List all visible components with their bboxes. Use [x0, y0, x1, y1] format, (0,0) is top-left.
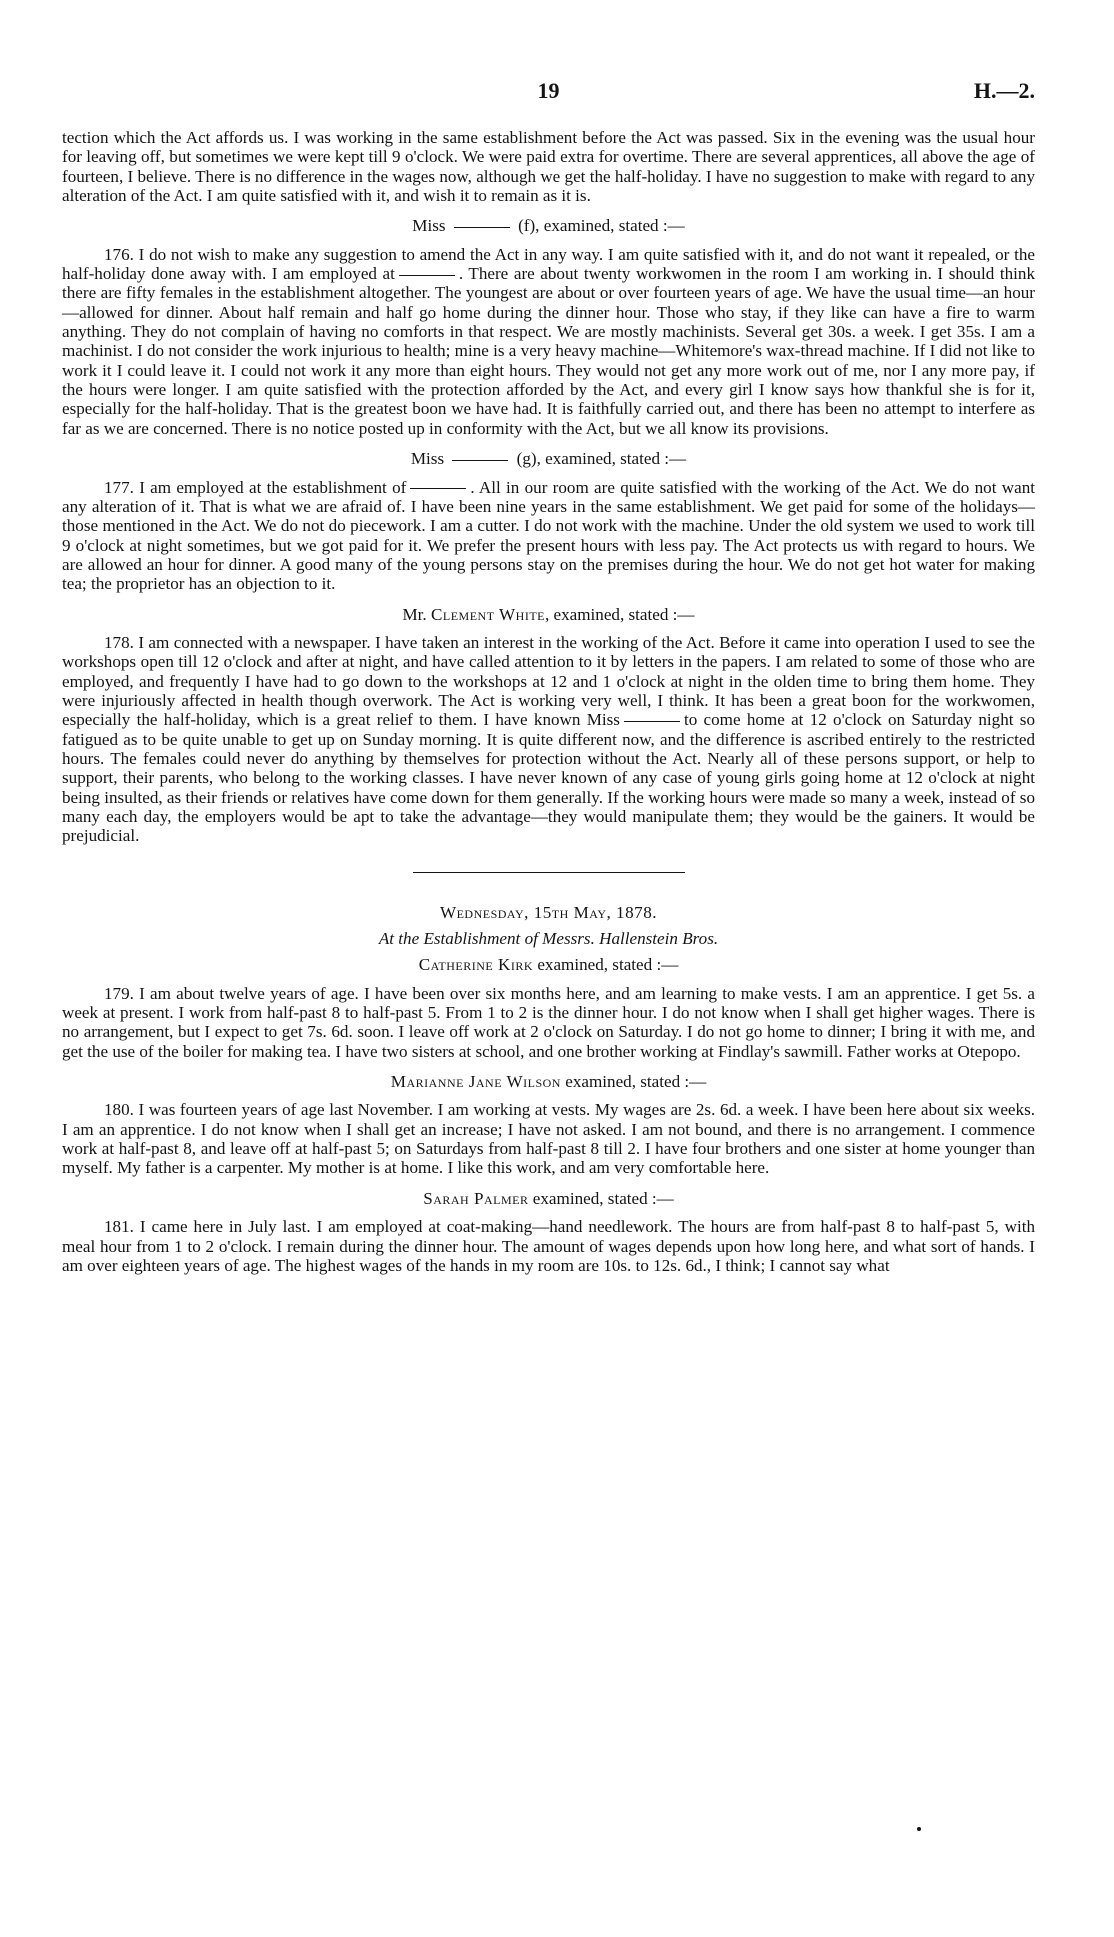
witness-name: Sarah Palmer — [423, 1188, 529, 1208]
witness-heading-catherine-kirk — [62, 955, 1035, 974]
witness-heading-marianne-jane-wilson — [62, 1072, 1035, 1091]
name-omitted-dash — [399, 275, 455, 276]
witness-name: Clement White — [431, 604, 545, 624]
testimony-paragraph-178 — [62, 633, 1035, 846]
testimony-paragraph-180: 180. I was fourteen years of age last November. I am working at vests. My wages are 2s. 6d. a week. I have been here about six weeks. I am an apprentice. I do not know when I shall get an increase; I have not asked. I am not bound, and there is no arrangement. I commence work at half-past 8, and leave off at half-past 5; on Saturdays from half-past 8 till 2. I have four brothers and one sister at home younger than myself. My father is a carpenter. My mother is at home. I like this work, and am very comfortable here. — [62, 1100, 1035, 1178]
testimony-paragraph-179: 179. I am about twelve years of age. I have been over six months here, and am learning to make vests. I am an apprentice. I get 5s. a week at present. I work from half-past 8 to half-past 5. From 1 to 2 is the dinner hour. I do not know when I shall get higher wages. There is no arrangement, but I expect to get 7s. 6d. soon. I leave off work at 2 o'clock on Saturday. I do not go home to dinner; I bring it with me, and get the use of the boiler for making tea. I have two sisters at school, and one brother working at Findlay's sawmill. Father works at Otepopo. — [62, 983, 1035, 1061]
page-header — [62, 78, 1035, 108]
witness-name: Catherine Kirk — [418, 955, 534, 975]
session-place: At the Establishment of Messrs. Hallenstein Bros. — [378, 929, 719, 949]
witness-heading-clement-white — [62, 605, 1035, 624]
testimony-paragraph-181: 181. I came here in July last. I am employed at coat-making—hand needlework. The hours are from half-past 8 to half-past 5, with meal hour from 1 to 2 o'clock. I remain during the dinner hour. The amount of wages depends upon how long here, and what sort of hands. I am over eighteen years of age. The highest wages of the hands in my room are 10s. to 12s. 6d., I think; I cannot say what — [62, 1217, 1035, 1275]
testimony-text: . All in our room are quite satisfied with the working of the Act. We do not want any alteration of it. That is what we are afraid of. I have been nine years in the same establishment. We get paid for some of the holidays—those mentioned in the Act. We do not do piecework. I am a cutter. I do not work with the machine. Under the old system we used to work till 9 o'clock at night sometimes, but we got paid for it. We prefer the present hours with less pay. The Act protects us with regard to hours. We are allowed an hour for dinner. A good many of the young persons stay on the premises during the hour. We do not get hot water for making tea; the proprietor has an objection to it. — [62, 477, 1035, 594]
witness-prefix: Miss — [412, 216, 446, 236]
witness-prefix: Miss — [410, 449, 445, 469]
name-omitted-dash — [454, 227, 510, 228]
witness-title: Mr. — [402, 604, 427, 624]
name-omitted-dash — [410, 488, 466, 489]
witness-suffix: , examined, stated :— — [544, 604, 695, 624]
name-omitted-dash — [624, 721, 680, 722]
testimony-paragraph-176 — [62, 245, 1035, 438]
witness-suffix: (f), examined, stated :— — [518, 216, 685, 236]
witness-suffix: (g), examined, stated :— — [516, 449, 687, 469]
testimony-text: 178. I am connected with a newspaper. I have taken an interest in the working of the Act. Before it came into operation I used to see the workshops open till 12 o'clock and after at night, and have called attention to it by letters in the papers. I am related to some of those who are employed, and frequently I have had to go down to the workshops at 12 and 1 o'clock at night in the olden time to bring them home. They were injuriously affected in health though overwork. The Act is working very well, I think. It has been a great boon for the workwomen, especially the half-holiday, which is a great relief to them. I have known Miss — [62, 632, 1035, 730]
testimony-text: to come home at 12 o'clock on Saturday night so fatigued as to be quite unable to get up on Sunday morning. It is quite different now, and the difference is ascribed entirely to the restricted hours. The females could never do anything by themselves for protection without the Act. Nearly all of these persons support, or help to support, their parents, who belong to the working classes. I have never known of any case of young girls going home at 12 o'clock at night being insulted, as their friends or relatives have come down for them generally. If the working hours were made so many a week, instead of so many each day, the employers would be apt to take the advantage—they would manipulate them; they would be the gainers. It would be prejudicial. — [62, 710, 1035, 846]
witness-suffix: examined, stated :— — [537, 955, 679, 975]
page-number: 19 — [537, 78, 560, 103]
document-reference: H.—2. — [973, 78, 1035, 103]
section-divider — [413, 872, 685, 873]
witness-name: Marianne Jane Wilson — [390, 1072, 561, 1092]
testimony-paragraph-177 — [62, 478, 1035, 594]
testimony-text: 177. I am employed at the establishment of — [104, 477, 407, 497]
witness-suffix: examined, stated :— — [532, 1188, 674, 1208]
witness-heading-sarah-palmer — [62, 1189, 1035, 1208]
testimony-text: . There are about twenty workwomen in the room I am working in. I should think there are fifty females in the establishment altogether. The youngest are about or over fourteen years of age. We have the usual time—an hour—allowed for dinner. About half remain and half go home during the dinner hour. Those who stay, if they like can have a fire to warm anything. They do not complain of having no comforts in that respect. We are mostly machinists. Several get 30s. a week. I get 35s. I am a machinist. I do not consider the work injurious to health; mine is a very heavy machine—Whitemore's wax-thread machine. If I did not like to work it I could leave it. I could not work it any more than eight hours. They would not get any more work out of me, nor I any more pay, if the hours were longer. I am quite satisfied with the protection afforded by the Act, and every girl I know says how thankful she is for it, especially for the half-holiday. That is the greatest boon we have had. It is faithfully carried out, and there has been no attempt to interfere as far as we are concerned. There is no notice posted up in conformity with the Act, but we all know its provisions. — [62, 264, 1035, 438]
session-date: Wednesday, 15th May, 1878. — [439, 902, 658, 922]
witness-heading-f — [62, 216, 1035, 235]
continued-paragraph: tection which the Act affords us. I was working in the same establishment before the Act was passed. Six in the evening was the usual hour for leaving off, but sometimes we were kept till 9 o'clock. We were paid extra for overtime. There are several apprentices, all above the age of fourteen, I believe. There is no difference in the wages now, although we get the half-holiday. I have no suggestion to make with regard to any alteration of the Act. I am quite satisfied with it, and wish it to remain as it is. — [62, 128, 1035, 206]
witness-suffix: examined, stated :— — [565, 1072, 707, 1092]
ink-speck — [917, 1827, 921, 1831]
name-omitted-dash — [452, 460, 508, 461]
testimony-text: 176. I do not wish to make any suggestion to amend the Act in any way. I am quite satisfied with it, and do not want it repealed, or the half-holiday done away with. I am employed at — [62, 244, 1035, 284]
page-body — [62, 128, 1035, 1275]
witness-heading-g — [62, 449, 1035, 468]
